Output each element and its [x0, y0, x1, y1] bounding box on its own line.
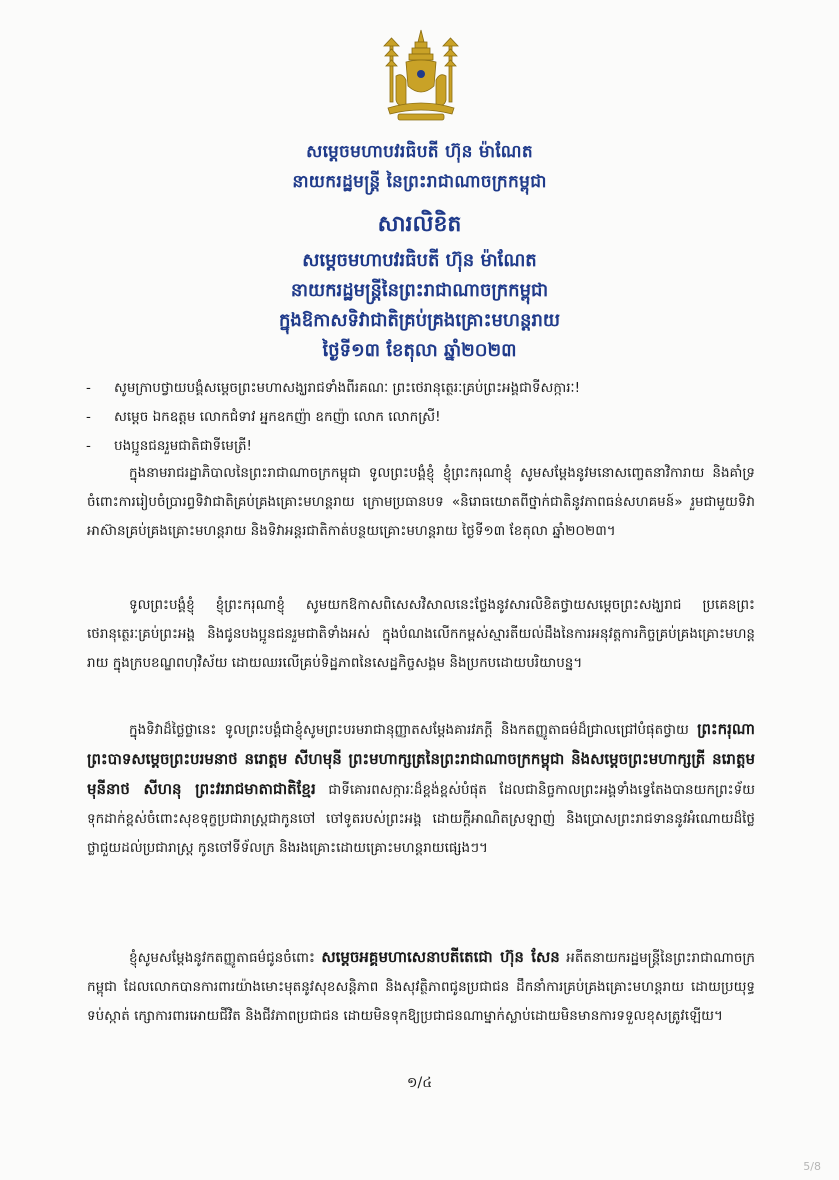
subtitle-line-1: សម្ដេចមហាបវរធិបតី ហ៊ុន ម៉ាណែត — [302, 250, 537, 271]
paragraph-2: ទូលព្រះបង្គំខ្ញុំ ខ្ញុំព្រះករុណាខ្ញុំ សូមយកឱកាសពិសេសវិសាលនេះថ្លែងនូវសារលិខិតថ្វាយសម្ដេចព្រះសង្ឃរាជ ប្រគេនព្រះថេរានុត្ថេរៈគ្រប់ព្រះអង្គ និងជូនបងប្អូនជនរួមជាតិទាំងអស់ ក្នុងបំណងលើកកម្ពស់ស្មារតីយល់ដឹងនៃការអនុវត្តការកិច្ចគ្រប់គ្រងគ្រោះមហន្តរាយ ក្នុងក្របខណ្ឌពហុវិស័យ ដោយឈរលើគ្រប់ទិដ្ឋភាពនៃសេដ្ឋកិច្ចសង្គម និងប្រកបដោយបរិយាបន្ន។ — [87, 597, 755, 671]
page-number: ១/៤ — [406, 1075, 433, 1091]
subtitle-line-3: ក្នុងឱកាសទិវាជាតិគ្រប់គ្រងគ្រោះមហន្តរាយ — [278, 310, 561, 331]
paragraph-4: ខ្ញុំសូមសម្ដែងនូវកតញ្ញូតាធម៌ជូនចំពោះ សម្ដេចអគ្គមហាសេនាបតីតេជោ ហ៊ុន សែន អតីតនាយករដ្ឋមន្ត្រីនៃព្រះរាជាណាចក្រកម្ពុជា ដែលលោកបានការពារយ៉ាងមោះមុតនូវសុខសន្តិភាព និងសុវត្ថិភាពជូនប្រជាជន ដឹកនាំការគ្រប់គ្រងគ្រោះមហន្តរាយ ដោយប្រយុទ្ធ ទប់ស្កាត់ ក្សោការពារអោយជីវិត និងជីវភាពប្រជាជន ដោយមិនទុកឱ្យប្រជាជនណាម្នាក់ស្លាប់ដោយមិនមានការទទួលខុសត្រូវឡើយ។ — [87, 948, 755, 1024]
former-pm-name-bold: សម្ដេចអគ្គមហាសេនាបតីតេជោ ហ៊ុន សែន — [321, 948, 560, 966]
scan-page-indicator: 5/8 — [803, 1160, 821, 1173]
paragraph-3: ក្នុងទិវាដ៏ថ្លៃថ្លានេះ ទូលព្រះបង្គំជាខ្ញុំសូមព្រះបរមរាជានុញ្ញាតសម្ដែងគារវភក្តី និងកតញ្ញូតាធម៌ដ៏ជ្រាលជ្រៅបំផុតថ្វាយ ព្រះករុណាព្រះបាទសម្ដេចព្រះបរមនាថ នរោត្តម សីហមុនី ព្រះមហាក្សត្រនៃព្រះរាជាណាចក្រកម្ពុជា និងសម្ដេចព្រះមហាក្សត្រី នរោត្តម មុនីនាថ សីហនុ ព្រះវររាជមាតាជាតិខ្មែរ ជាទីគោរពសក្ការៈដ៏ខ្ពង់ខ្ពស់បំផុត ដែលជានិច្ចកាលព្រះអង្គទាំងទ្វេតែងបានយកព្រះទ័យទុកដាក់ខ្ពស់ចំពោះសុខទុក្ខប្រជារាស្ត្រជាកូនចៅ ចៅទូតរបស់ព្រះអង្គ ដោយក្តីអាណិតស្រឡាញ់ និងប្រោសព្រះរាជទាននូវអំណោយដ៏ថ្លៃថ្លាជួយដល់ប្រជារាស្ត្រ កូនចៅទីទ័លក្រ និងរងគ្រោះដោយគ្រោះមហន្តរាយផ្សេងៗ។ — [87, 720, 755, 856]
document-type-title: សារលិខិត — [377, 212, 462, 237]
royal-names-bold: ព្រះករុណាព្រះបាទសម្ដេចព្រះបរមនាថ នរោត្តម សីហមុនី ព្រះមហាក្សត្រនៃព្រះរាជាណាចក្រកម្ពុជា និងសម្ដេចព្រះមហាក្សត្រី នរោត្តម មុនីនាថ សីហនុ ព្រះវររាជមាតាជាតិខ្មែរ — [87, 720, 755, 798]
paragraph-1: ក្នុងនាមរាជរដ្ឋាភិបាលនៃព្រះរាជាណាចក្រកម្ពុជា ទូលព្រះបង្គំខ្ញុំ ខ្ញុំព្រះករុណាខ្ញុំ សូមសម្ដែងនូវមនោសញ្ចេតនាវិការាយ និងគាំទ្រចំពោះការរៀបចំប្រារព្ធទិវាជាតិគ្រប់គ្រងគ្រោះមហន្តរាយ ក្រោមប្រធានបទ «និរោធយោតពីថ្នាក់ជាតិនូវភាពធន់សហគមន៍» រួមជាមួយទិវាអាស៊ានគ្រប់គ្រងគ្រោះមហន្តរាយ និងទិវាអន្តរជាតិកាត់បន្ថយគ្រោះមហន្តរាយ ថ្ងៃទី១៣ ខែតុលា ឆ្នាំ២០២៣។ — [87, 465, 755, 539]
royal-coat-of-arms-icon — [368, 28, 474, 126]
salutation-item: - បងប្អូនជនរួមជាតិជាទីមេត្រី! — [86, 438, 252, 454]
salutation-item: - សូមក្រាបថ្វាយបង្គំសម្ដេចព្រះមហាសង្ឃរាជទាំងពីរគណៈ ព្រះថេរានុត្ថេរៈគ្រប់ព្រះអង្គជាទីសក្ការៈ! — [86, 380, 581, 396]
signatory-name-header: សម្ដេចមហាបវរធិបតី ហ៊ុន ម៉ាណែត — [306, 142, 533, 162]
signatory-title-header: នាយករដ្ឋមន្ត្រី នៃព្រះរាជាណាចក្រកម្ពុជា — [292, 172, 547, 192]
subtitle-line-4-date: ថ្ងៃទី១៣ ខែតុលា ឆ្នាំ២០២៣ — [322, 340, 517, 361]
salutation-list — [86, 374, 786, 461]
subtitle-line-2: នាយករដ្ឋមន្ត្រីនៃព្រះរាជាណាចក្រកម្ពុជា — [290, 280, 549, 301]
salutation-item: - សម្ដេច ឯកឧត្តម លោកជំទាវ អ្នកឧកញ៉ា ឧកញ៉ា លោក លោកស្រី! — [86, 409, 441, 425]
